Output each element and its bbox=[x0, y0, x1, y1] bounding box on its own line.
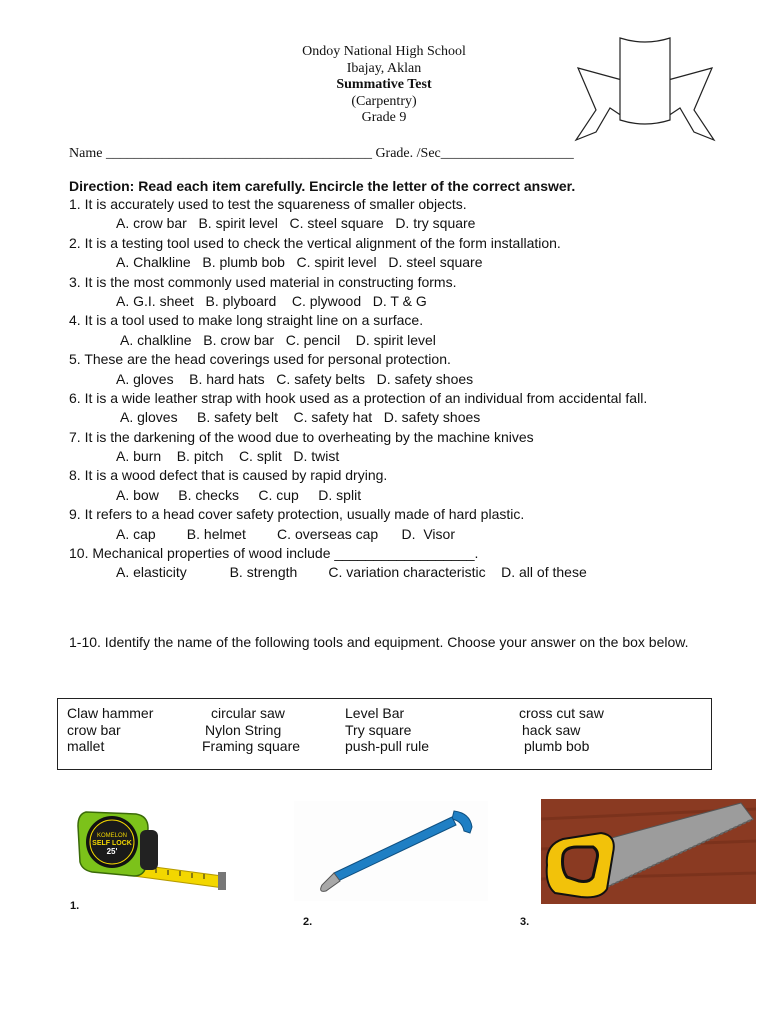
question-10: 10. Mechanical properties of wood include __________________. bbox=[69, 545, 479, 562]
school-location: Ibajay, Aklan bbox=[346, 60, 422, 76]
question-4: 4. It is a tool used to make long straight line on a surface. bbox=[69, 312, 424, 329]
school-name: Ondoy National High School bbox=[302, 44, 466, 59]
test-title: Summative Test bbox=[336, 77, 432, 92]
figure-number-3: 3. bbox=[520, 916, 530, 928]
answer-option: Framing square bbox=[202, 738, 301, 754]
question-6: 6. It is a wide leather strap with hook used as a protection of an individual from accidental fall. bbox=[69, 389, 648, 406]
answer-option: cross cut saw bbox=[519, 705, 604, 721]
question-1: 1. It is accurately used to test the squareness of smaller objects. bbox=[69, 196, 467, 212]
score-ribbon bbox=[570, 32, 720, 144]
tape-model: SELF LOCK bbox=[92, 840, 132, 847]
student-info-line bbox=[69, 146, 574, 162]
choices-4[interactable]: A. chalkline B. crow bar C. pencil D. spirit level bbox=[120, 331, 436, 348]
choices-7[interactable]: A. burn B. pitch C. split D. twist bbox=[116, 448, 340, 465]
choices-8[interactable]: A. bow B. checks C. cup D. split bbox=[116, 486, 362, 503]
grade-field[interactable]: ___________________ bbox=[440, 146, 574, 161]
crow-bar-image bbox=[294, 801, 488, 901]
answer-option: Level Bar bbox=[345, 705, 405, 721]
answer-option: mallet bbox=[67, 738, 105, 754]
question-9: 9. It refers to a head cover safety protection, usually made of hard plastic. bbox=[69, 506, 525, 523]
choices-1[interactable]: A. crow bar B. spirit level C. steel square D. try square bbox=[116, 215, 476, 232]
question-7: 7. It is the darkening of the wood due to overheating by the machine knives bbox=[69, 428, 534, 445]
answer-option: Claw hammer bbox=[67, 705, 154, 721]
answer-option: push-pull rule bbox=[345, 738, 430, 754]
choices-6[interactable]: A. gloves B. safety belt C. safety hat D. safety shoes bbox=[120, 409, 481, 426]
grade-level: Grade 9 bbox=[361, 110, 407, 125]
figure-number-2: 2. bbox=[303, 916, 313, 928]
question-5: 5. These are the head coverings used for personal protection. bbox=[69, 351, 451, 368]
tape-measure-image bbox=[72, 806, 232, 898]
question-3: 3. It is the most commonly used material in constructing forms. bbox=[69, 273, 457, 290]
grade-label: Grade. /Sec bbox=[375, 146, 441, 161]
direction-text: Direction: Read each item carefully. Encircle the letter of the correct answer. bbox=[69, 178, 576, 194]
subject-name: (Carpentry) bbox=[351, 93, 417, 109]
answer-option: hack saw bbox=[522, 722, 581, 738]
question-8: 8. It is a wood defect that is caused by rapid drying. bbox=[69, 467, 388, 484]
answer-option: crow bar bbox=[67, 722, 121, 738]
answer-option: circular saw bbox=[211, 705, 285, 721]
choices-10[interactable]: A. elasticity B. strength C. variation characteristic D. all of these bbox=[116, 564, 587, 581]
tape-brand: KOMELON bbox=[96, 833, 128, 839]
answer-option: Try square bbox=[345, 722, 412, 738]
tape-size: 25' bbox=[106, 847, 118, 856]
choices-9[interactable]: A. cap B. helmet C. overseas cap D. Visor bbox=[116, 525, 455, 542]
name-field[interactable]: ______________________________________ bbox=[105, 146, 372, 161]
choices-3[interactable]: A. G.I. sheet B. plyboard C. plywood D. T & G bbox=[116, 292, 427, 309]
identification-instruction: 1-10. Identify the name of the following tools and equipment. Choose your answer on the box below. bbox=[69, 634, 689, 650]
figure-number-1: 1. bbox=[70, 900, 80, 912]
name-label: Name bbox=[69, 146, 103, 161]
choices-5[interactable]: A. gloves B. hard hats C. safety belts D. safety shoes bbox=[116, 370, 474, 387]
answer-option: plumb bob bbox=[524, 738, 590, 754]
question-list bbox=[69, 195, 709, 583]
answer-choices-box bbox=[57, 698, 712, 770]
question-2: 2. It is a testing tool used to check the vertical alignment of the form installation. bbox=[69, 234, 561, 251]
hand-saw-image bbox=[541, 799, 756, 904]
choices-2[interactable]: A. Chalkline B. plumb bob C. spirit level D. steel square bbox=[116, 254, 483, 271]
answer-option: Nylon String bbox=[205, 722, 282, 738]
